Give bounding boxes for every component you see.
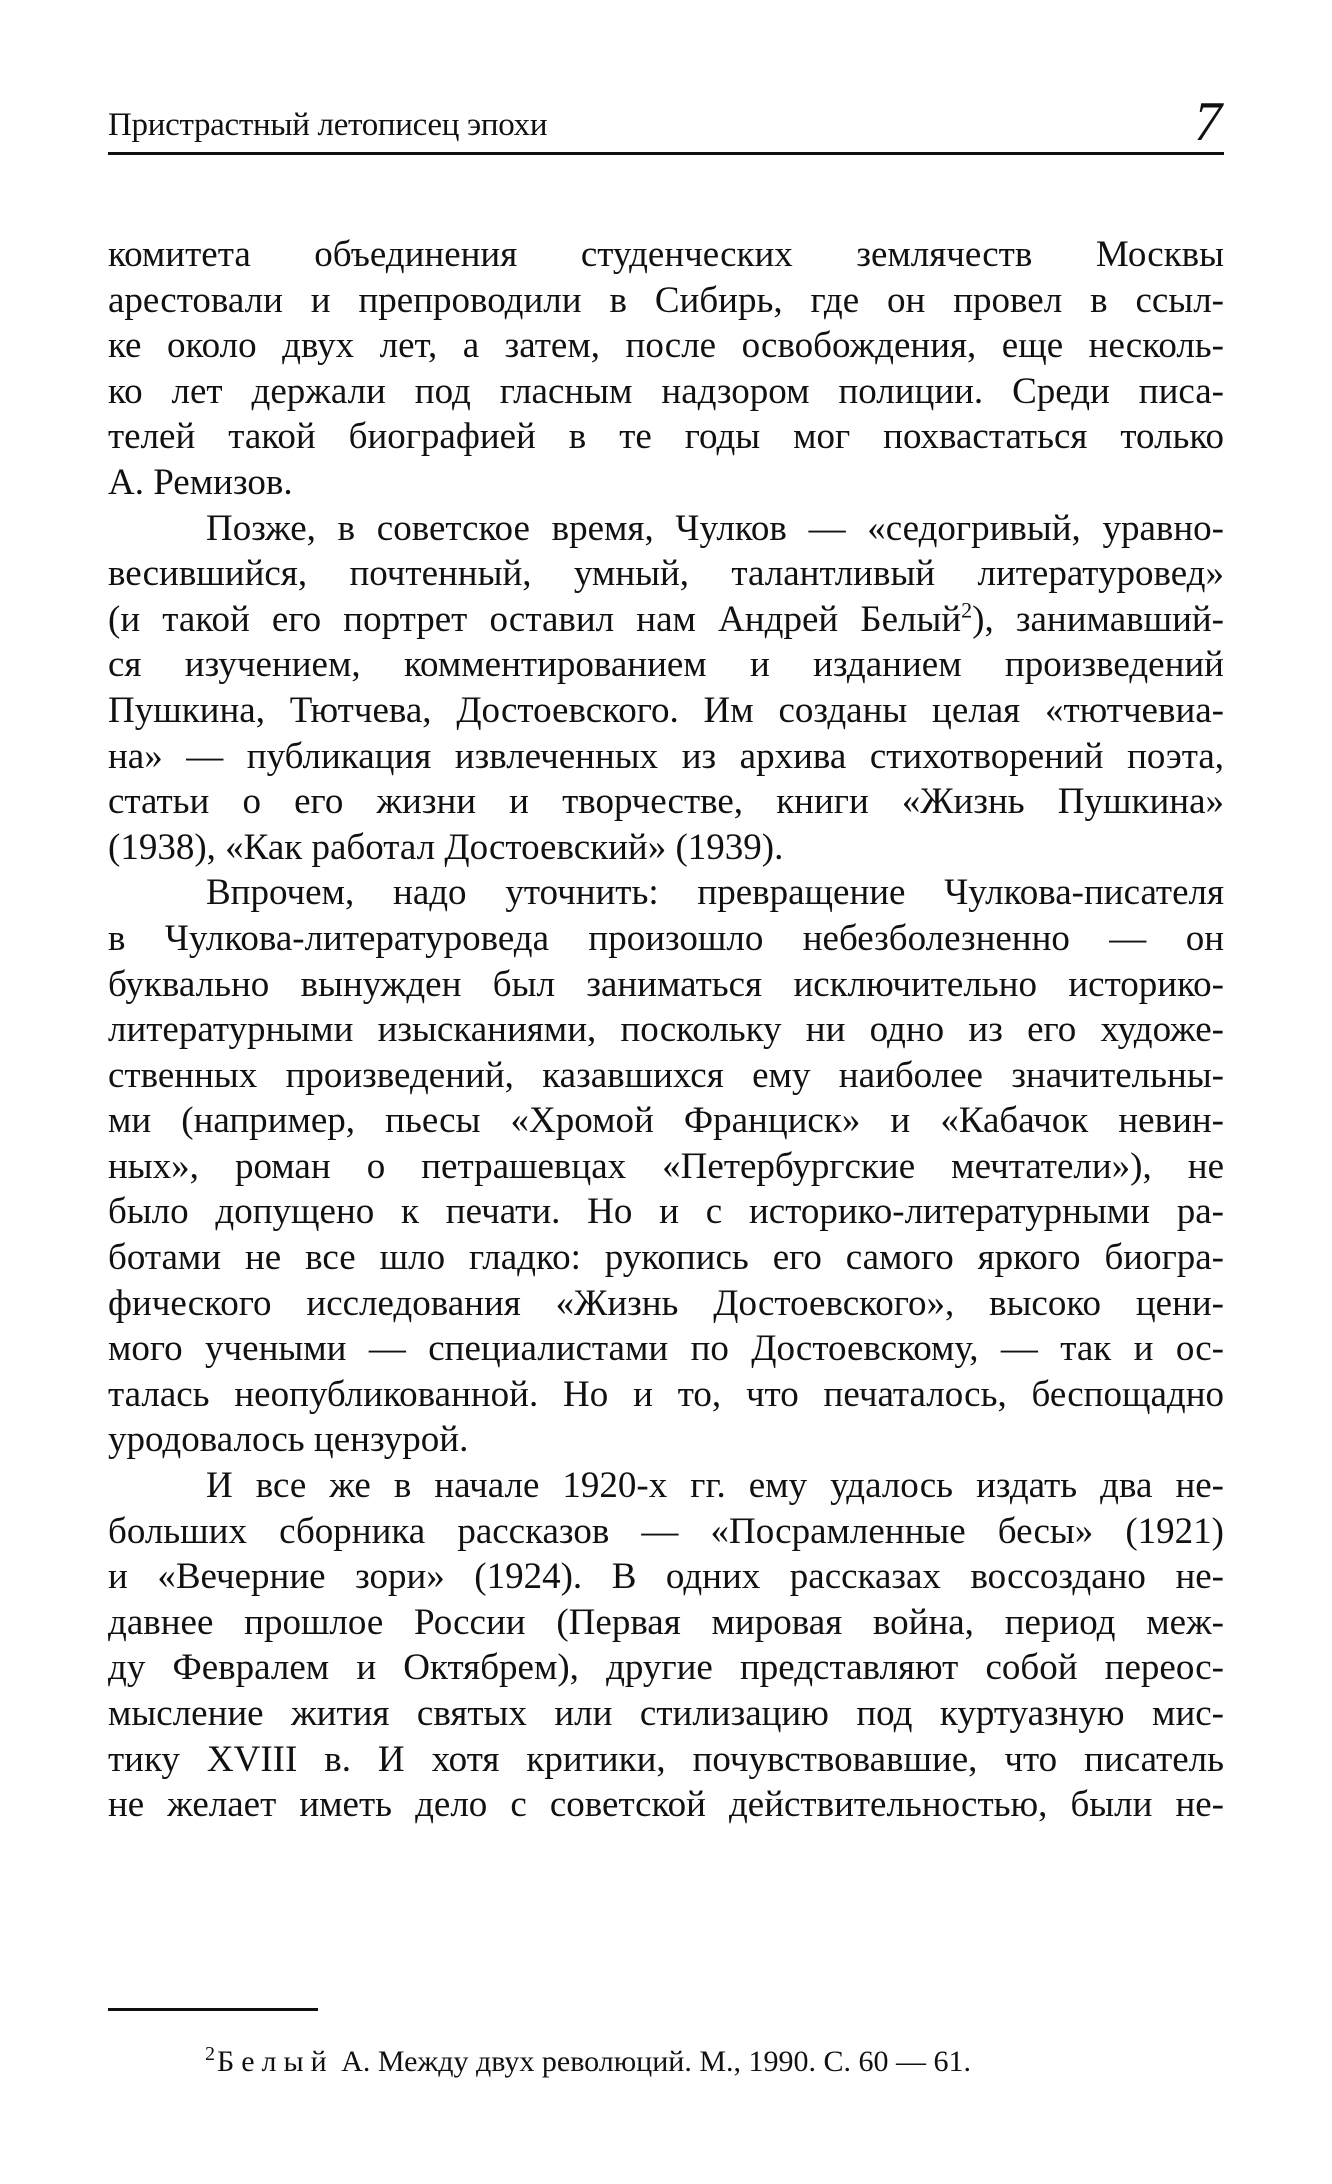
text-line [108,506,1224,552]
text-line-content: (и такой его портрет оставил нам Андрей Белый [108,598,962,640]
footnote-divider [108,2008,318,2011]
text-line [108,1281,1224,1327]
text-line [108,460,1224,506]
text-line [108,1737,1224,1783]
text-line-content: ся изучением, комментированием и изданием произведений [108,644,1224,686]
text-line-content: больших сборника рассказов — «Посрамленные бесы» (1921) [108,1510,1224,1552]
text-line [108,688,1224,734]
text-line-content: весившийся, почтенный, умный, талантливый литературовед» [108,553,1224,595]
text-line [108,1691,1224,1737]
page-number: 7 [1194,91,1222,153]
text-line [108,1098,1224,1144]
text-line [108,1554,1224,1600]
running-header [108,92,1224,155]
text-line-content: в Чулкова-литературоведа произошло небезболезненно — он [108,917,1224,959]
text-line [108,1326,1224,1372]
text-line-content: ке около двух лет, а затем, после освобождения, еще несколь- [108,325,1224,367]
footnote-text: А. Между двух революций. М., 1990. С. 60 — 61. [333,2045,971,2078]
text-line-content: Пушкина, Тютчева, Достоевского. Им созданы целая «тютчевиа- [108,689,1224,731]
footnote-mark: 2 [205,2043,215,2065]
text-line [108,1235,1224,1281]
text-line-content: талась неопубликованной. Но и то, что печаталось, беспощадно [108,1373,1224,1415]
text-line-content: давнее прошлое России (Первая мировая война, период меж- [108,1601,1224,1643]
text-line-content: статьи о его жизни и творчестве, книги «Жизнь Пушкина» [108,781,1224,823]
footnote-reference: 2 [961,597,973,623]
text-line-content: на» — публикация извлеченных из архива стихотворений поэта, [108,735,1224,777]
text-line-content: (1938), «Как работал Достоевский» (1939). [108,826,784,868]
text-line [108,1417,1224,1463]
text-line [108,962,1224,1008]
text-line-content: ботами не все шло гладко: рукопись его самого яркого биогра- [108,1237,1224,1279]
text-line-content: ных», роман о петрашевцах «Петербургские мечтатели»), не [108,1145,1224,1187]
text-line-content: ственных произведений, казавшихся ему наиболее значительны- [108,1054,1224,1096]
text-line [108,916,1224,962]
text-line [108,1007,1224,1053]
text-line [108,734,1224,780]
text-line-continuation: ), занимавший- [972,598,1224,640]
text-line [108,1600,1224,1646]
text-line [108,323,1224,369]
running-title: Пристрастный летописец эпохи [108,107,548,143]
text-line [108,642,1224,688]
text-line-content: Позже, в советское время, Чулков — «седогривый, уравно- [206,507,1224,549]
text-line [108,414,1224,460]
text-line-content: мого учеными — специалистами по Достоевскому, — так и ос- [108,1328,1224,1370]
text-line [108,232,1224,278]
text-line [108,1463,1224,1509]
body-text [108,232,1224,1828]
text-line [108,597,1224,643]
text-line-content: мысление жития святых или стилизацию под куртуазную мис- [108,1693,1224,1734]
text-line-content: и «Вечерние зори» (1924). В одних рассказах воссоздано не- [108,1556,1224,1598]
text-line [108,779,1224,825]
text-line [108,1053,1224,1099]
text-line-content: телей такой биографией в те годы мог похвастаться только [108,416,1224,458]
text-line [108,1372,1224,1418]
footnote-author: Белый [217,2045,334,2078]
text-line-content: тику XVIII в. И хотя критики, почувствовавшие, что писатель [108,1738,1224,1780]
text-line-content: не желает иметь дело с советской действительностью, были не- [108,1784,1224,1826]
text-line [108,551,1224,597]
text-line [108,1509,1224,1555]
text-line [108,278,1224,324]
footnote [205,2034,971,2082]
text-line-content: ми (например, пьесы «Хромой Франциск» и «Кабачок невин- [108,1100,1224,1142]
text-line-content: литературными изысканиями, поскольку ни одно из его художе- [108,1009,1224,1051]
text-line-content: ду Февралем и Октябрем), другие представляют собой переос- [108,1647,1224,1689]
text-line-content: И все же в начале 1920-х гг. ему удалось издать два не- [206,1465,1224,1507]
text-line-content: ко лет держали под гласным надзором полиции. Среди писа- [108,370,1224,412]
text-line-content: арестовали и препроводили в Сибирь, где он провел в ссыл- [108,279,1224,321]
text-line-content: А. Ремизов. [108,461,293,503]
text-line-content: фического исследования «Жизнь Достоевского», высоко цени- [108,1282,1224,1324]
text-line-content: буквально вынужден был заниматься исключительно историко- [108,963,1224,1005]
text-line-content: уродовалось цензурой. [108,1419,469,1461]
text-line [108,825,1224,871]
text-line [108,1189,1224,1235]
text-line-content: комитета объединения студенческих землячеств Москвы [108,234,1224,275]
text-line [108,870,1224,916]
text-line [108,369,1224,415]
text-line-content: было допущено к печати. Но и с историко-литературными ра- [108,1191,1224,1233]
text-line-content: Впрочем, надо уточнить: превращение Чулкова-писателя [206,872,1224,914]
text-line [108,1645,1224,1691]
text-line [108,1144,1224,1190]
text-line [108,1782,1224,1828]
